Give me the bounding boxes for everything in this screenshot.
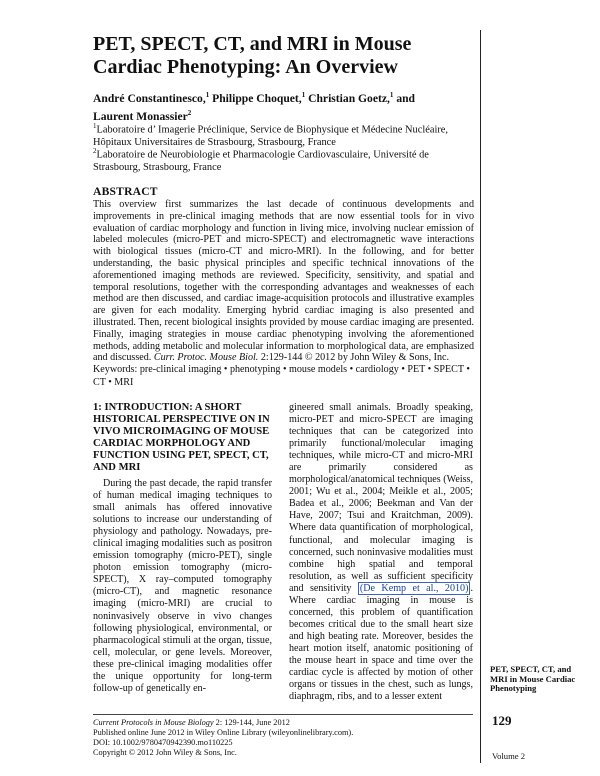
footer-issue: 2: 129-144, June 2012 xyxy=(213,718,290,727)
page-number: 129 xyxy=(492,713,512,728)
sidebar-divider xyxy=(480,30,481,763)
keywords xyxy=(93,363,474,389)
keywords-label: Keywords: xyxy=(93,364,140,375)
author-conjunction: and xyxy=(396,91,416,105)
author-name: Christian Goetz, xyxy=(308,91,390,105)
body-paragraph xyxy=(289,402,473,703)
body-column-right xyxy=(289,402,473,703)
section-heading: 1: INTRODUCTION: A SHORT HISTORICAL PERSPECTIVE ON IN VIVO MICROIMAGING OF MOUSE CARDIAC MORPHOLOGY AND FUNCTION USING PET, SPECT, CT, AND MRI xyxy=(93,402,270,473)
abstract-text xyxy=(93,199,474,364)
footer xyxy=(93,718,473,758)
footer-doi: DOI: 10.1002/9780470942390.mo110225 xyxy=(93,738,233,748)
abstract-citation-journal: Curr. Protoc. Mouse Biol. xyxy=(153,352,259,364)
citation-link[interactable]: (De Kemp et al., 2010) xyxy=(359,582,469,594)
volume-label: Volume 2 xyxy=(492,751,526,761)
affiliation-marker: 2 xyxy=(187,108,192,117)
affiliation-number: 1 xyxy=(93,122,97,130)
author-list xyxy=(93,88,473,124)
body-text: . Where cardiac imaging in mouse is concerned, this problem of quantification becomes critical due to the small heart size and high beating rate. Moreover, besides the heart motion itself, anatomic positioning of the mouse heart in space and time over the cardiac cycle is affected by motion of other organs or tissues in the chest, such as lungs, diaphragm, ribs, and to a lesser extent xyxy=(289,582,473,703)
author-name: Philippe Choquet, xyxy=(212,91,302,105)
abstract-body: This overview first summarizes the last decade of continuous developments and improvements in pre-clinical imaging methods that are now essential tools for in vivo evaluation of cardiac morphology and function in living mice, involving nuclear emission of labeled molecules (micro-PET and micro-SPECT) and electromagnetic wave interactions with biological tissues (micro-CT and micro-MRI). In the following, and for better understanding, the basic physical principles and specific technical innovations of the aforementioned imaging methods are reviewed. Specificity, sensitivity, and spatial and temporal resolutions, together with the corresponding advantages and weaknesses of each method are then discussed, and cardiac image-acquisition protocols and illustrative examples are given for each modality. Emerging hybrid cardiac imaging is also presented and illustrated. Then, recent biological insights provided by mouse cardiac imaging are presented. Finally, imaging strategies in mouse cardiac phenotyping involving the aforementioned methods, adding metabolic and molecular information to morphological data, are emphasized and discussed. xyxy=(93,199,474,364)
footer-published: Published online June 2012 in Wiley Online Library (wileyonlinelibrary.com). xyxy=(93,728,354,738)
affiliation-number: 2 xyxy=(93,147,97,155)
affiliation-text: Laboratoire d’ Imagerie Préclinique, Service de Biophysique et Médecine Nucléaire, Hôpitaux Universitaires de Strasbourg, Strasbourg, France xyxy=(93,124,449,149)
affiliation-marker: 1 xyxy=(301,91,306,99)
affiliation-text: Laboratoire de Neurobiologie et Pharmacologie Cardiovasculaire, Université de Strasbourg, Strasbourg, France xyxy=(93,149,429,174)
body-paragraph: During the past decade, the rapid transfer of human medical imaging techniques to small animals has offered innovative solutions to increase our understanding of physiology and pathology. Nowadays, pre-clinical imaging modalities such as positron emission tomography (micro-PET), single photon emission tomography (micro-SPECT), X ray–computed tomography (micro-CT), and magnetic resonance imaging (micro-MRI) are crucial to noninvasively observe in vivo changes following physiological, environmental, or pharmacological stimuli at the organ, tissue, cell, molecular, or gene levels. Moreover, these pre-clinical imaging modalities offer the unique opportunity for long-term follow-up of genetically en- xyxy=(93,478,272,694)
article-title: PET, SPECT, CT, and MRI in Mouse Cardiac Phenotyping: An Overview xyxy=(93,33,412,78)
author-name: André Constantinesco, xyxy=(93,91,206,105)
footer-copyright: Copyright © 2012 John Wiley & Sons, Inc. xyxy=(93,748,237,758)
affiliation xyxy=(93,145,473,174)
body-text: gineered small animals. Broadly speaking, micro-PET and micro-SPECT are imaging techniques that can be categorized into primarily functional/molecular imaging techniques, while micro-CT and micro-MRI are primarily considered as morphological/anatomical techniques (Weiss, 2001; Wu et al., 2004; Meikle et al., 2005; Badea et al., 2006; Beekman and Van der Have, 2007; Tsui and Kraitchman, 2009). Where data quantification of morphological, functional, and molecular imaging is concerned, such noninvasive modalities must combine high spatial and temporal resolution, as well as sufficient specificity and sensitivity xyxy=(289,402,473,594)
keywords-list: pre-clinical imaging • phenotyping • mouse models • cardiology • PET • SPECT • CT • MRI xyxy=(93,364,470,388)
affiliation-marker: 1 xyxy=(389,91,394,99)
footer-journal-line xyxy=(93,718,473,728)
affiliation-marker: 1 xyxy=(205,91,210,99)
running-title: PET, SPECT, CT, and MRI in Mouse Cardiac Phenotyping xyxy=(490,664,576,694)
abstract-citation: 2:129-144 © 2012 by John Wiley & Sons, Inc. xyxy=(258,352,450,364)
footer-journal: Current Protocols in Mouse Biology xyxy=(93,718,214,727)
body-column-left xyxy=(93,402,272,695)
abstract-heading: ABSTRACT xyxy=(93,185,158,198)
author-name: Laurent Monassier xyxy=(93,109,188,123)
footer-divider xyxy=(93,714,473,715)
